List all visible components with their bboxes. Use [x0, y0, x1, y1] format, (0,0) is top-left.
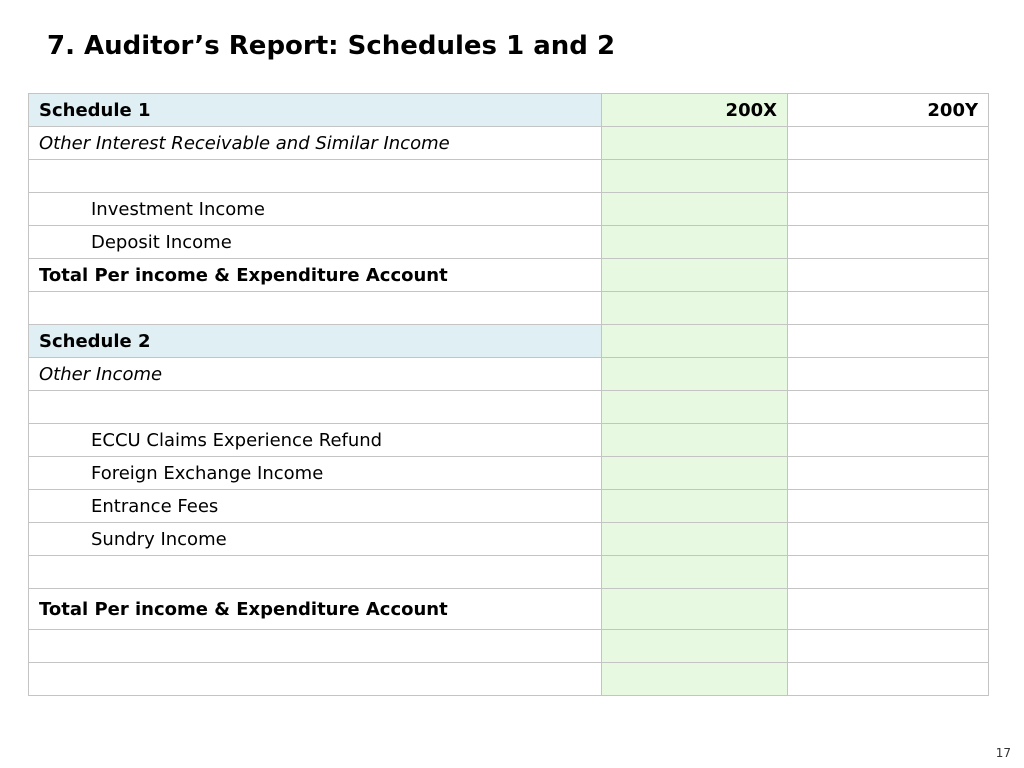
cell-200x	[602, 127, 788, 160]
cell-200y	[788, 556, 989, 589]
cell-200x	[602, 325, 788, 358]
table-row	[29, 523, 989, 556]
blank-label-cell	[29, 663, 602, 696]
cell-200y	[788, 325, 989, 358]
blank-label-cell	[29, 556, 602, 589]
schedule-table	[28, 93, 989, 696]
cell-200x	[602, 490, 788, 523]
cell-200y	[788, 424, 989, 457]
line-item-label: Sundry Income	[29, 523, 602, 556]
cell-200y	[788, 589, 989, 630]
cell-200x	[602, 523, 788, 556]
table-row	[29, 226, 989, 259]
schedule-1-header-label: Schedule 1	[29, 94, 602, 127]
blank-label-cell	[29, 292, 602, 325]
line-item-label: Entrance Fees	[29, 490, 602, 523]
table-row	[29, 457, 989, 490]
blank-label-cell	[29, 160, 602, 193]
cell-200x	[602, 358, 788, 391]
cell-200x	[602, 556, 788, 589]
cell-200x	[602, 259, 788, 292]
cell-200x	[602, 160, 788, 193]
table-row	[29, 490, 989, 523]
table-row	[29, 589, 989, 630]
cell-200y	[788, 193, 989, 226]
table-row	[29, 259, 989, 292]
table-row	[29, 193, 989, 226]
cell-200x	[602, 226, 788, 259]
table-row	[29, 94, 989, 127]
cell-200x	[602, 391, 788, 424]
cell-200y	[788, 663, 989, 696]
line-item-label: Foreign Exchange Income	[29, 457, 602, 490]
page-number: 17	[995, 746, 1011, 760]
slide-title: 7. Auditor’s Report: Schedules 1 and 2	[47, 31, 616, 61]
cell-200y	[788, 630, 989, 663]
table-row	[29, 424, 989, 457]
cell-200x	[602, 630, 788, 663]
line-item-label: Investment Income	[29, 193, 602, 226]
table-row	[29, 663, 989, 696]
line-item-label: Deposit Income	[29, 226, 602, 259]
cell-200y	[788, 127, 989, 160]
table-row	[29, 630, 989, 663]
cell-200y	[788, 160, 989, 193]
cell-200y	[788, 523, 989, 556]
table-row	[29, 292, 989, 325]
cell-200y	[788, 391, 989, 424]
table-row	[29, 160, 989, 193]
cell-200x	[602, 589, 788, 630]
cell-200x	[602, 663, 788, 696]
cell-200x	[602, 193, 788, 226]
cell-200y	[788, 292, 989, 325]
blank-label-cell	[29, 630, 602, 663]
cell-200x	[602, 292, 788, 325]
cell-200y	[788, 490, 989, 523]
table-row	[29, 358, 989, 391]
table-row	[29, 556, 989, 589]
cell-200y	[788, 358, 989, 391]
schedule-table-body	[29, 94, 989, 696]
cell-200x	[602, 424, 788, 457]
cell-200x	[602, 457, 788, 490]
year-200y-header: 200Y	[788, 94, 989, 127]
table-row	[29, 325, 989, 358]
section-subtitle: Other Income	[29, 358, 602, 391]
schedule-2-header-label: Schedule 2	[29, 325, 602, 358]
total-row-label: Total Per income & Expenditure Account	[29, 259, 602, 292]
blank-label-cell	[29, 391, 602, 424]
table-row	[29, 127, 989, 160]
cell-200y	[788, 259, 989, 292]
cell-200y	[788, 457, 989, 490]
cell-200y	[788, 226, 989, 259]
year-200x-header: 200X	[602, 94, 788, 127]
table-row	[29, 391, 989, 424]
total-row-label: Total Per income & Expenditure Account	[29, 589, 602, 630]
section-subtitle: Other Interest Receivable and Similar Income	[29, 127, 602, 160]
line-item-label: ECCU Claims Experience Refund	[29, 424, 602, 457]
